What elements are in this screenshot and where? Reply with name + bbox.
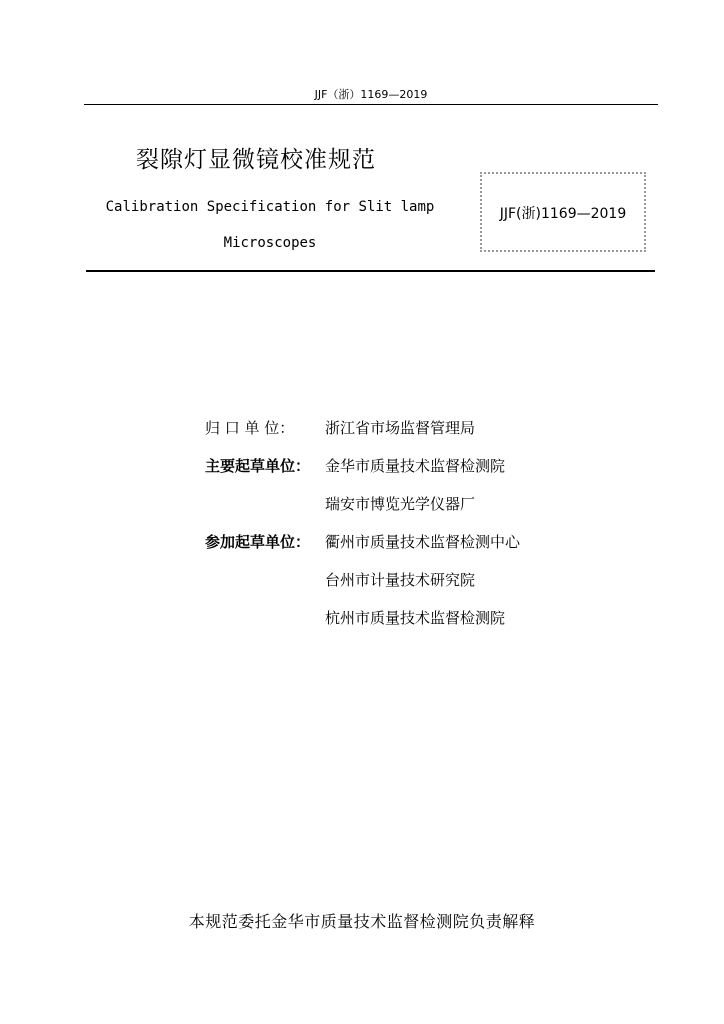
main-drafting-unit: 金华市质量技术监督检测院: [325, 457, 506, 475]
participating-drafting-unit: 衢州市质量技术监督检测中心: [325, 533, 521, 551]
interpretation-note: 本规范委托金华市质量技术监督检测院负责解释: [188, 912, 536, 931]
participating-drafting-unit: 杭州市质量技术监督检测院: [325, 609, 506, 627]
page-header: [84, 88, 658, 105]
participating-drafting-row-2: [205, 570, 475, 590]
responsible-unit-value: 浙江省市场监督管理局: [325, 419, 476, 437]
document-title-english: Calibration Specification for Slit lamp Microscopes: [105, 199, 435, 251]
participating-drafting-row-3: [205, 608, 505, 628]
main-drafting-row-2: [205, 494, 475, 514]
standard-number-box: [480, 172, 646, 252]
document-title-chinese: 裂隙灯显微镜校准规范: [136, 147, 376, 173]
main-drafting-unit: 瑞安市博览光学仪器厂: [325, 495, 476, 513]
participating-drafting-label: 参加起草单位：: [205, 533, 311, 551]
standard-number: JJF(浙)1169—2019: [499, 206, 627, 222]
title-divider: [86, 270, 655, 272]
participating-drafting-row: [205, 532, 520, 552]
header-code: JJF（浙）1169—2019: [314, 88, 428, 101]
main-drafting-label: 主要起草单位：: [205, 457, 311, 475]
responsible-unit-label: 归 口 单 位：: [205, 419, 295, 437]
main-drafting-row: [205, 456, 505, 476]
participating-drafting-unit: 台州市计量技术研究院: [325, 571, 476, 589]
responsible-unit-row: [205, 418, 475, 438]
